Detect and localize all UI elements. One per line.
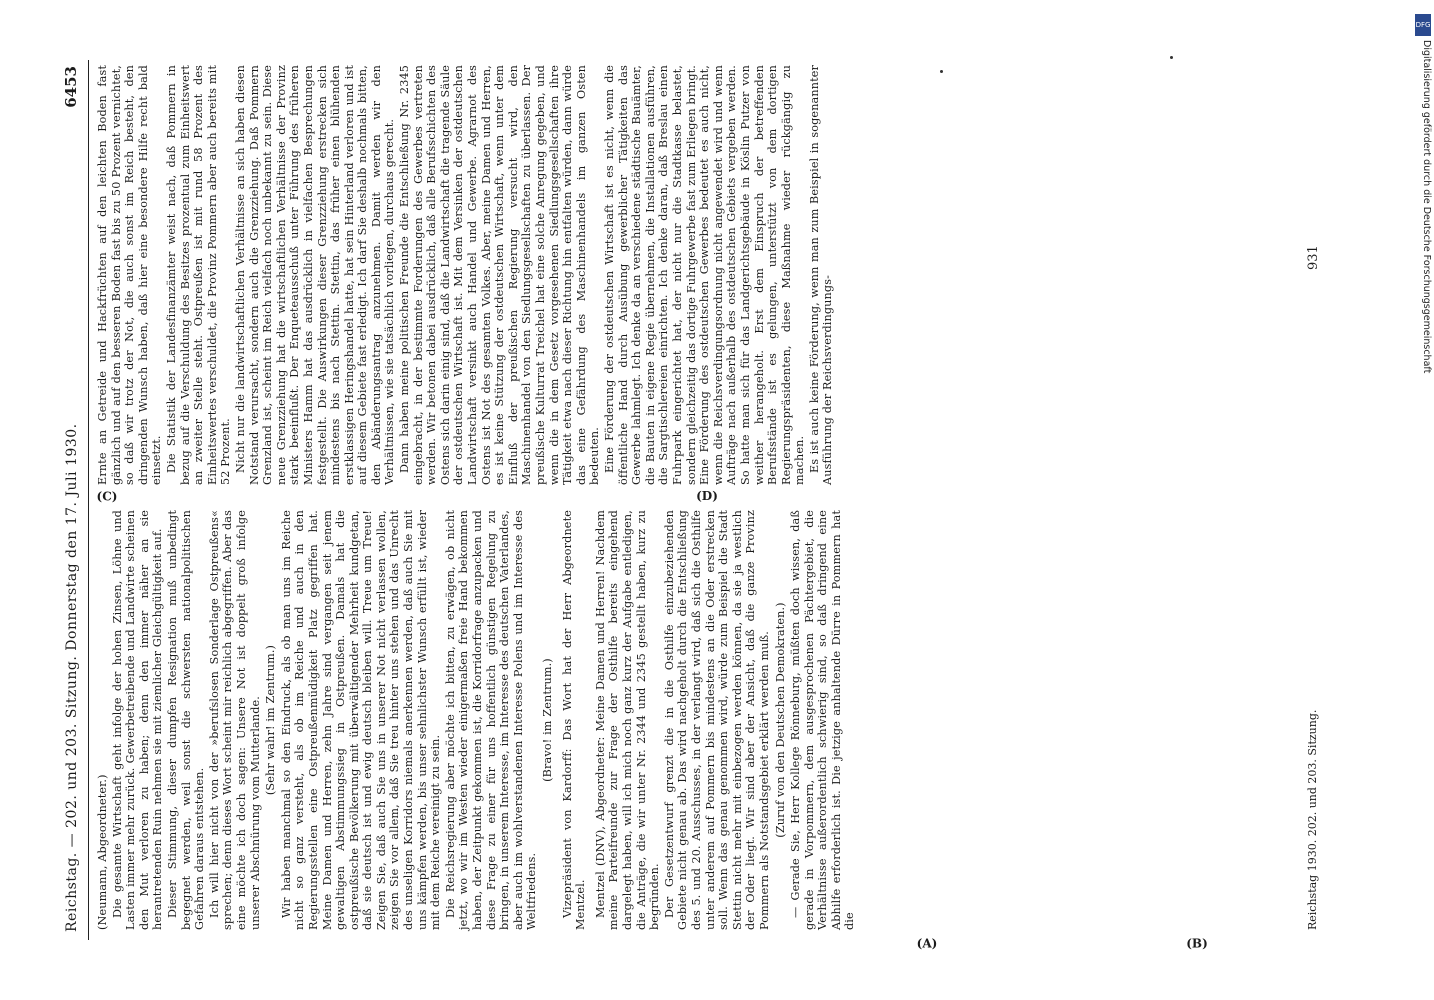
- dfg-watermark: [1414, 10, 1432, 990]
- interjection: (Bravo! im Zentrum.): [541, 658, 554, 782]
- paragraph: — Gerade Sie, Herr Kollege Rönneburg, müßten doch wissen, daß gerade in Vorpommern, dem ausgesprochenen Pächtergebiet, die Verhältnisse außerordentlich schwierig sind, so daß dringend eine Abhilfe erforderlich ist. Die jetzige anhaltende Dürre in Pommern hat die: [789, 510, 857, 930]
- scan-speck: [940, 70, 943, 73]
- paragraph: Ernte an Getreide und Hackfrüchten auf den leichten Boden fast gänzlich und auf den besseren Boden fast bis zu 50 Prozent vernichtet, so daß wir trotz der Not, die auch sonst im Reich besteht, den dringenden Wunsch haben, daß hier eine besondere Hilfe recht bald einsetzt.: [96, 65, 164, 485]
- dfg-credit-text: Digitalisierung gefördert durch die Deutsche Forschungsgemeinschaft: [1421, 40, 1432, 374]
- speaker-paragraph: Mentzel (DNV), Abgeordneter: Meine Damen und Herren! Nachdem meine Parteifreunde zur Frage der Osthilfe bereits eingehend dargelegt haben, will ich mich noch ganz kurz der Aufgabe entledigen, die Anträge, die wir unter Nr. 2344 und 2345 gestellt haben, kurz zu begründen.: [593, 510, 662, 930]
- paragraph: Wir haben manchmal so den Eindruck, als ob man uns im Reiche nicht so ganz versteht, als ob im Reiche und auch in den Regierungsstellen eine Ostpreußenmüdigkeit Platz gegriffen hat. Meine Damen und Herren, zehn Jahre sind vergangen seit jenem gewaltigen Abstimmungssieg in Ostpreußen. Damals hat die ostpreußische Bevölkerung mit überwältigender Mehrheit kundgetan, daß sie deutsch ist und ewig deutsch bleiben will. Treue um Treue! Zeigen Sie, daß auch Sie uns in unserer Not nicht verlassen wollen, zeigen Sie vor allem, daß Sie treu hinter uns stehen und das Unrecht des unseligen Korridors niemals anerkennen werden, daß auch Sie mit uns kämpfen werden, bis unser sehnlichster Wunsch erfüllt ist, wieder mit dem Reiche vereinigt zu sein.: [279, 510, 443, 930]
- margin-marker-a: (A): [916, 936, 938, 951]
- scanned-page: [60, 60, 1350, 951]
- paragraph: Nicht nur die landwirtschaftlichen Verhältnisse an sich haben diesen Notstand verursacht, sondern auch die Grenzziehung. Daß Pommern Grenzland ist, scheint im Reich vielfach noch unbekannt zu sein. Diese neue Grenzziehung hat die wirtschaftlichen Verhältnisse der Provinz stark beeinflußt. Der Enqueteausschuß unter Führung des früheren Ministers Hamm hat das ausdrücklich in vielfachen Besprechungen festgestellt. Die Auswirkungen dieser Grenzziehung erstrecken sich mindestens bis nach Stettin. Stettin, das früher einen blühenden erstklassigen Heringshandel hatte, hat sein Hinterland verloren und ist auf diesem Gebiete fast erledigt. Ich darf Sie deshalb nochmals bitten, den Abänderungsantrag anzunehmen. Damit werden wir den Verhältnissen, wie sie tatsächlich vorliegen, durchaus gerecht.: [233, 65, 397, 485]
- header-title: Reichstag. — 202. und 203. Sitzung. Donnerstag den 17. Juli 1930.: [64, 423, 80, 932]
- rotated-page-content: [60, 60, 1350, 951]
- paragraph: Die Reichsregierung aber möchte ich bitten, zu erwägen, ob nicht jetzt, wo wir im Westen wieder einigermaßen freie Hand bekommen haben, der Zeitpunkt gekommen ist, die Korridorfrage anzupacken und diese Frage zu einer für uns hoffentlich günstigen Regelung zu bringen, in unserem Interesse, im Interesse des deutschen Vaterlandes, aber auch im wohlverstandenen Interesse Polens und im Interesse des Weltfriedens.: [443, 510, 539, 930]
- page-number: 6453: [62, 66, 80, 108]
- margin-marker-d: (D): [696, 489, 718, 504]
- paragraph: Die Statistik der Landesfinanzämter weist nach, daß Pommern in bezug auf die Verschuldung des Besitzes prozentual zum Einheitswert an zweiter Stelle steht. Ostpreußen ist mit rund 58 Prozent des Einheitswertes verschuldet, die Provinz Pommern aber auch bereits mit 52 Prozent.: [164, 65, 233, 485]
- interjection: (Zuruf von den Deutschen Demokraten.): [773, 602, 787, 838]
- paragraph: Der Gesetzentwurf grenzt die in die Osthilfe einzubeziehenden Gebiete nicht genau ab. Das wird nachgeholt durch die Entschließung des 5. und 20. Ausschusses, in der verlangt wird, daß sich die Osthilfe unter anderem auf Pommern bis mindestens an die Oder erstrecken soll. Wenn das genau genommen wird, würde zum Beispiel die Stadt Stettin nicht mehr mit einbezogen werden können, da sie ja westlich der Oder liegt. Wir sind aber der Ansicht, daß die ganze Provinz Pommern als Notstandsgebiet erklärt werden muß.: [662, 510, 771, 930]
- page-header: [60, 60, 89, 940]
- vice-president-remark: Vizepräsident von Kardorff: Das Wort hat der Herr Abgeordnete Mentzel.: [560, 510, 588, 930]
- margin-marker-b: (B): [1186, 936, 1208, 951]
- paragraph: Die gesamte Wirtschaft geht infolge der hohen Zinsen, Löhne und Lasten immer mehr zurück. Gewerbetreibende und Landwirte scheinen den Mut verloren zu haben; denn den immer näher an sie herantretenden Ruin nehmen sie mit ziemlicher Gleichgültigkeit auf.: [110, 510, 165, 930]
- paragraph: Eine Förderung der ostdeutschen Wirtschaft ist es nicht, wenn die öffentliche Hand durch Ausübung gewerblicher Tätigkeiten das Gewerbe lahmlegt. Ich denke da an verschiedene städtische Bauämter, die Bauten in eigene Regie übernehmen, die Installationen ausführen, die Sargtischlereien einrichten. Ich denke daran, daß Breslau einen Fuhrpark eingerichtet hat, der nicht nur die Stadtkasse belastet, sondern gleichzeitig das dortige Fuhrgewerbe fast zum Erliegen bringt. Eine Förderung des ostdeutschen Gewerbes bedeutet es auch nicht, wenn die Reichsverdingungsordnung nicht angewendet wird und wenn Aufträge nach außerhalb des ostdeutschen Gebiets vergeben werden. So hatte man sich für das Landgerichtsgebäude in Köslin Putzer von weither herangeholt. Erst dem Einspruch der betreffenden Berufsstände ist es gelungen, unterstützt von dem dortigen Regierungspräsidenten, diese Maßnahme wieder rückgängig zu machen.: [602, 65, 807, 485]
- dfg-logo: DFG: [1415, 14, 1431, 36]
- paragraph: Dieser Stimmung, dieser dumpfen Resignation muß unbedingt begegnet werden, weil sonst die schwersten nationalpolitischen Gefahren daraus entstehen.: [165, 510, 207, 930]
- right-column: [96, 65, 1296, 485]
- margin-marker-c: (C): [96, 489, 118, 504]
- interjection: (Sehr wahr! im Zentrum.): [264, 644, 278, 796]
- paragraph: Ich will hier nicht von der »berufslosen Sonderlage Ostpreußens« sprechen; denn dieses Wort scheint mir reichlich abgegriffen. Aber das eine möchte ich doch sagen: Unsere Not ist doppelt groß infolge unserer Abschnürung vom Mutterlande.: [207, 510, 262, 930]
- scan-speck: [1170, 56, 1173, 59]
- footer-session: Reichstag 1930. 202. und 203. Sitzung.: [1306, 709, 1319, 930]
- speaker-continuation: (Neumann, Abgeordneter.): [96, 774, 109, 930]
- page-footer: [1306, 70, 1328, 930]
- left-column: [96, 510, 1296, 930]
- footer-sheet-number: 931: [1306, 245, 1321, 270]
- paragraph: Dann haben meine politischen Freunde die Entschließung Nr. 2345 eingebracht, in der bestimmte Forderungen des Gewerbes vertreten werden. Wir betonen dabei ausdrücklich, daß alle Berufsschichten des Ostens sich darin einig sind, daß die Landwirtschaft die tragende Säule der ostdeutschen Wirtschaft ist. Mit dem Versinken der ostdeutschen Landwirtschaft versinkt auch Handel und Gewerbe. Agrarnot des Ostens ist Not des gesamten Volkes. Aber, meine Damen und Herren, es ist keine Stützung der ostdeutschen Wirtschaft, wenn unter dem Einfluß der preußischen Regierung versucht wird, den Maschinenhandel von den Siedlungsgesellschaften zu überlassen. Der preußische Kulturrat Treichel hat eine solche Anregung gegeben, und wenn die in dem Gesetz vorgesehenen Siedlungsgesellschaften ihre Tätigkeit etwa nach dieser Richtung hin entfalten würden, dann würde das eine Gefährdung des Maschinenhandels im ganzen Osten bedeuten.: [398, 65, 602, 485]
- paragraph: Es ist auch keine Förderung, wenn man zum Beispiel in sogenannter Ausführung der Reichsverdingungs-: [807, 65, 835, 485]
